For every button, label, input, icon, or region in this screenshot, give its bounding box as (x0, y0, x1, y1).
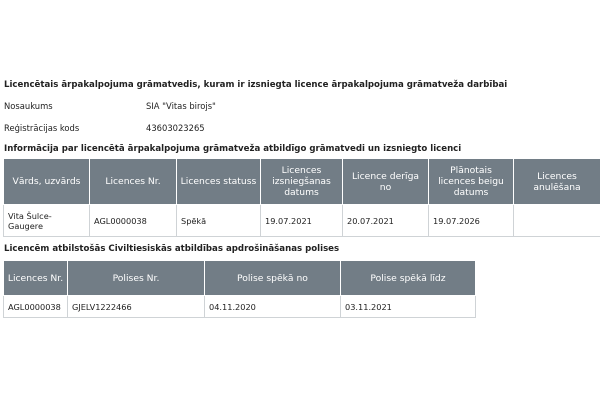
cell-policy-valid-from: 04.11.2020 (205, 296, 341, 318)
license-table (3, 158, 600, 237)
cell-license-status: Spēkā (177, 205, 261, 237)
table-row (4, 296, 476, 318)
license-info-section-title: Informācija par licencētā ārpakalpojuma grāmatveža atbildīgo grāmatvedi un izsniegto licenci (4, 144, 462, 154)
accountant-section-title: Licencētais ārpakalpojuma grāmatvedis, kuram ir izsniegta licence ārpakalpojuma grāmatveža darbībai (4, 80, 508, 90)
license-header-row (4, 159, 600, 205)
insurance-section-title: Licencēm atbilstošās Civiltiesiskās atbildības apdrošināšanas polises (4, 244, 340, 254)
name-value: SIA "Vitas birojs" (146, 101, 216, 111)
col-valid-from: Licence derīga no (343, 159, 429, 205)
col-policy-valid-from: Polise spēkā no (205, 261, 341, 296)
insurance-header-row (4, 261, 476, 296)
cell-planned-end-date: 19.07.2026 (429, 205, 514, 237)
cell-policy-number: GJELV1222466 (68, 296, 205, 318)
cell-name-surname: Vita Šulce-Gaugere (4, 205, 90, 237)
cell-license-number: AGL0000038 (4, 296, 68, 318)
col-license-number: Licences Nr. (90, 159, 177, 205)
registration-code-value: 43603023265 (146, 123, 205, 133)
col-license-status: Licences statuss (177, 159, 261, 205)
col-license-cancellation: Licences anulēšana (514, 159, 600, 205)
cell-license-number: AGL0000038 (90, 205, 177, 237)
insurance-table (3, 260, 476, 318)
col-policy-valid-until: Polise spēkā līdz (341, 261, 476, 296)
cell-license-cancellation (514, 205, 600, 237)
col-planned-end-date: Plānotais licences beigu datums (429, 159, 514, 205)
col-issue-date: Licences izsniegšanas datums (261, 159, 343, 205)
col-name-surname: Vārds, uzvārds (4, 159, 90, 205)
col-license-number: Licences Nr. (4, 261, 68, 296)
col-policy-number: Polises Nr. (68, 261, 205, 296)
cell-issue-date: 19.07.2021 (261, 205, 343, 237)
cell-valid-from: 20.07.2021 (343, 205, 429, 237)
registration-code-label: Reģistrācijas kods (4, 123, 80, 133)
table-row (4, 205, 600, 237)
name-label: Nosaukums (4, 101, 53, 111)
cell-policy-valid-until: 03.11.2021 (341, 296, 476, 318)
